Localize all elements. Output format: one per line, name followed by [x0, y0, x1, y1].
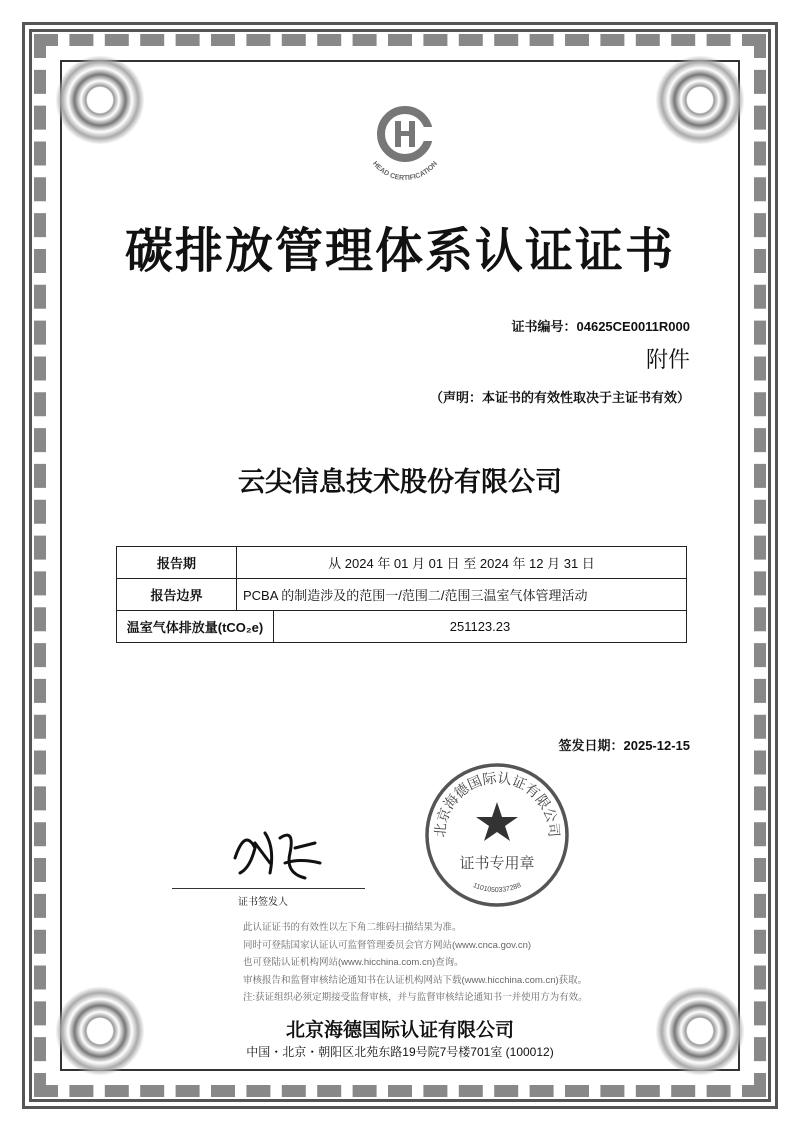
- validity-statement: （声明：本证书的有效性取决于主证书有效）: [429, 390, 690, 405]
- head-certification-logo: [360, 100, 450, 190]
- row-value: 251123.23: [274, 611, 687, 643]
- row-label: 报告边界: [117, 579, 237, 611]
- issue-date: 签发日期：2025-12-15: [558, 738, 690, 753]
- table-row: [117, 579, 687, 611]
- certified-company: 云尖信息技术股份有限公司: [238, 467, 562, 497]
- note-line: 注:获证组织必须定期接受监督审核，并与监督审核结论通知书一并使用方为有效。: [243, 992, 588, 1003]
- signatory-label: 证书签发人: [238, 897, 288, 908]
- table-row: [117, 611, 687, 643]
- official-seal: [422, 760, 572, 910]
- svg-text:证书专用章: 证书专用章: [459, 854, 535, 872]
- notes: [243, 919, 588, 1007]
- row-value: PCBA 的制造涉及的范围一/范围二/范围三温室气体管理活动: [237, 579, 687, 611]
- svg-text:HEAD CERTIFICATION: HEAD CERTIFICATION: [370, 160, 440, 183]
- signature-line: [172, 888, 365, 889]
- note-line: 同时可登陆国家认证认可监督管理委员会官方网站(www.cnca.gov.cn): [243, 939, 532, 951]
- corner-ornament: [55, 55, 145, 145]
- row-label: 温室气体排放量(tCO₂e): [117, 611, 274, 643]
- svg-text:北京海德国际认证有限公司: 北京海德国际认证有限公司: [432, 770, 562, 838]
- certificate-number: 证书编号：04625CE0011R000: [511, 319, 690, 334]
- row-value: 从 2024 年 01 月 01 日 至 2024 年 12 月 31 日: [237, 547, 687, 579]
- certificate-title: 碳排放管理体系认证证书: [124, 223, 675, 279]
- emission-table: [116, 546, 687, 643]
- signature: [225, 818, 325, 888]
- table-row: [117, 547, 687, 579]
- note-line: 也可登陆认证机构网站(www.hicchina.com.cn)查询。: [243, 957, 464, 968]
- row-label: 报告期: [117, 547, 237, 579]
- issuer-address: 中国・北京・朝阳区北苑东路19号院7号楼701室 (100012): [246, 1045, 554, 1059]
- note-line: 此认证证书的有效性以左下角二维码扫描结果为准。: [243, 922, 462, 933]
- corner-ornament: [655, 55, 745, 145]
- attachment-label: 附件: [645, 347, 690, 372]
- svg-text:1101050337288: 1101050337288: [471, 882, 523, 895]
- issuer-name: 北京海德国际认证有限公司: [285, 1020, 514, 1041]
- note-line: 审核报告和监督审核结论通知书在认证机构网站下载(www.hicchina.com.cn)获取。: [243, 974, 588, 986]
